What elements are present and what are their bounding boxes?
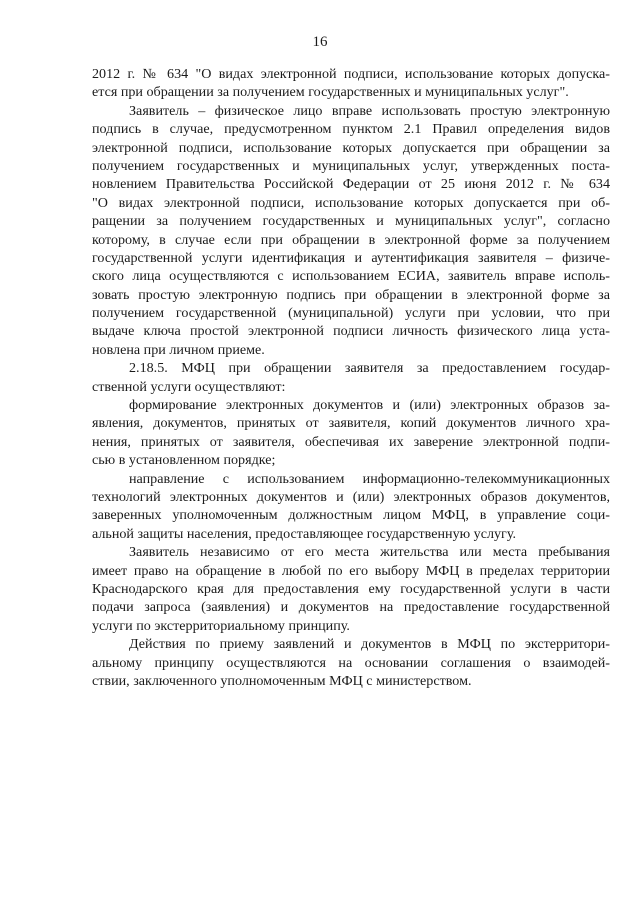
paragraph-p4 bbox=[92, 396, 610, 470]
text-line: получением государственной (муниципальной) услуги при условии, что при bbox=[92, 305, 610, 322]
text-line: имеет право на обращение в любой по его выбору МФЦ в пределах территории bbox=[92, 562, 610, 579]
text-line: выдаче ключа простой электронной подписи личность физического лица уста- bbox=[92, 323, 610, 340]
page-number: 16 bbox=[312, 34, 328, 50]
text-line: ского лица осуществляются с использованием ЕСИА, заявитель вправе исполь- bbox=[92, 268, 610, 285]
text-line: 2012 г. № 634 "О видах электронной подписи, использование которых допуска- bbox=[92, 66, 610, 82]
text-line: зовать простую электронную подпись при обращении в электронной форме за bbox=[92, 286, 610, 303]
paragraph-p6 bbox=[92, 543, 610, 635]
text-line: ращении за получением государственных и муниципальных услуг", согласно bbox=[92, 213, 610, 230]
text-line: подпись в случае, предусмотренном пунктом 2.1 Правил определения видов bbox=[92, 121, 610, 138]
text-line: нения, принятых от заявителя, обеспечивая их заверение электронной подпи- bbox=[92, 433, 610, 450]
text-line: формирование электронных документов и (или) электронных образов за- bbox=[129, 397, 610, 414]
text-line: "О видах электронной подписи, использование которых допускается при об- bbox=[92, 194, 610, 211]
text-line: явления, документов, принятых от заявителя, копий документов личного хра- bbox=[92, 415, 610, 432]
paragraph-p5 bbox=[92, 470, 610, 544]
text-line: государственной услуги идентификация и аутентификация заявителя – физиче- bbox=[92, 249, 610, 266]
text-line: ствии, заключенного уполномоченным МФЦ с министерством. bbox=[92, 672, 472, 689]
text-line: ственной услуги осуществляют: bbox=[92, 378, 286, 395]
paragraph-p7 bbox=[92, 635, 610, 690]
text-line: получением государственных и муниципальных услуг, утвержденных поста- bbox=[92, 157, 610, 174]
text-line: 2.18.5. МФЦ при обращении заявителя за предоставлением государ- bbox=[129, 360, 610, 377]
text-line: новлением Правительства Российской Федерации от 25 июня 2012 г. № 634 bbox=[92, 176, 610, 193]
text-line: заверенных уполномоченным должностным лицом МФЦ, в управление соци- bbox=[92, 507, 610, 524]
text-line: Краснодарского края для предоставления ему государственной услуги в части bbox=[92, 580, 610, 597]
text-line: которому, в случае если при обращении в электронной форме за получением bbox=[92, 231, 610, 248]
text-line: технологий электронных документов и (или) электронных образов документов, bbox=[92, 488, 610, 505]
text-line: услуги по экстерриториальному принципу. bbox=[92, 617, 350, 634]
text-line: новлена при личном приеме. bbox=[92, 341, 265, 358]
paragraph-p1 bbox=[92, 65, 610, 102]
paragraph-p3 bbox=[92, 359, 610, 396]
text-line: сью в установленном порядке; bbox=[92, 452, 276, 469]
document-body bbox=[92, 65, 610, 690]
text-line: Заявитель независимо от его места жительства или места пребывания bbox=[129, 544, 610, 561]
text-line: направление с использованием информационно-телекоммуникационных bbox=[129, 470, 610, 487]
text-line: Заявитель – физическое лицо вправе использовать простую электронную bbox=[129, 102, 610, 119]
text-line: альному принципу осуществляются на основании соглашения о взаимодей- bbox=[92, 654, 610, 671]
text-line: подачи запроса (заявления) и документов на предоставление государственной bbox=[92, 599, 610, 616]
paragraph-p2 bbox=[92, 102, 610, 359]
text-line: Действия по приему заявлений и документов в МФЦ по экстерритори- bbox=[129, 636, 610, 653]
text-line: ется при обращении за получением государственных и муниципальных услуг". bbox=[92, 84, 569, 101]
text-line: альной защиты населения, предоставляющее государственную услугу. bbox=[92, 525, 516, 542]
text-line: электронной подписи, использование которых допускается при обращении за bbox=[92, 139, 610, 156]
